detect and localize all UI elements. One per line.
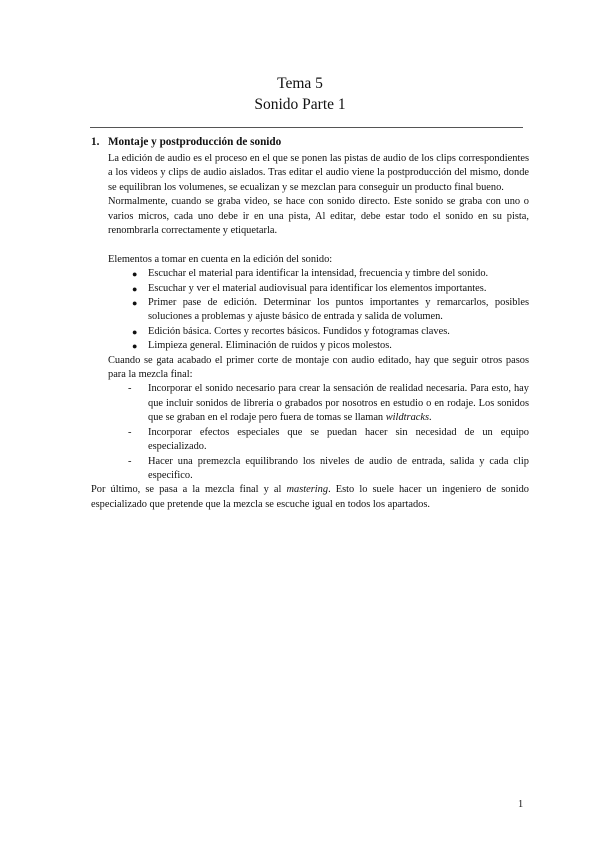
list-item — [132, 267, 529, 281]
list-item — [128, 426, 529, 455]
section-heading — [91, 135, 529, 150]
document-subtitle: Sonido Parte 1 — [254, 96, 346, 113]
list-item — [128, 382, 529, 425]
section-heading-text: Montaje y postproducción de sonido — [108, 136, 282, 148]
section-number: 1. — [91, 136, 100, 148]
dash-icon: - — [128, 455, 132, 467]
bullet-icon: ● — [132, 298, 138, 309]
list-item — [132, 325, 529, 339]
paragraph-mastering-emphasis: mastering — [286, 484, 329, 496]
bullet-icon: ● — [132, 341, 138, 352]
list-item — [132, 296, 529, 325]
paragraph-spacer — [108, 238, 529, 252]
section-body — [91, 152, 529, 483]
paragraph-intro: La edición de audio es el proceso en el que se ponen las pistas de audio de los clips correspondientes a los videos y clips de audio aislados. Tras editar el audio viene la postproducción del mismo, donde se equilibran los volumenes, se ecualizan y se mezclan para conseguir un producto final bueno. — [108, 153, 529, 193]
bullet-icon: ● — [132, 269, 138, 280]
bullet-list — [108, 267, 529, 353]
list-item-end: . — [429, 412, 432, 424]
list-item-text: Hacer una premezcla equilibrando los niveles de audio de entrada, salida y cada clip especifico. — [148, 455, 529, 481]
list-item-text: Limpieza general. Eliminación de ruidos y picos molestos. — [148, 340, 392, 352]
paragraph-mastering-end: . Esto lo suele hacer un ingeniero de sonido especializado que pretende que la mezcla se escuche igual en todos los apartados. — [91, 484, 529, 510]
list-item-emphasis: wildtracks — [385, 412, 430, 424]
bullet-icon: ● — [132, 283, 138, 294]
bullet-icon: ● — [132, 326, 138, 337]
list-item-text: Edición básica. Cortes y recortes básicos. Fundidos y fotogramas claves. — [148, 325, 450, 337]
list-item-text: Incorporar efectos especiales que se puedan hacer sin necesidad de un equipo especializado. — [148, 426, 529, 453]
list-item — [128, 455, 529, 484]
title-divider — [90, 127, 523, 128]
page-number: 1 — [518, 799, 524, 810]
paragraph-final-mix-intro: Cuando se gata acabado el primer corte de montaje con audio editado, hay que seguir otros pasos para la mezcla final: — [108, 354, 529, 381]
dash-icon: - — [128, 426, 132, 438]
list-item — [132, 282, 529, 296]
document-body — [91, 135, 529, 512]
dash-icon: - — [128, 383, 132, 395]
paragraph-mastering — [91, 483, 529, 512]
list-item — [132, 339, 529, 353]
dash-list — [108, 382, 529, 483]
paragraph-mastering-start: Por último, se pasa a la mezcla final y al — [91, 484, 287, 496]
document-title: Tema 5 — [277, 75, 323, 92]
list-item-text: Incorporar el sonido necesario para crear la sensación de realidad necesaria. Para esto, hay que incluir sonidos de libreria o grabados por nosotros en estudio o en rodaje. Los sonidos que se graban en el rodaje pero fuera de tomas se llaman — [148, 383, 529, 424]
list-item-text: Primer pase de edición. Determinar los puntos importantes y remarcarlos, posibles soluciones a problemas y ajuste básico de entrada y salida de volumen. — [148, 297, 529, 323]
paragraph-direct-sound: Normalmente, cuando se graba video, se hace con sonido directo. Este sonido se graba con uno o varios micros, cada uno debe ir en una pista, Al editar, debe estar todo el sonido en su pista, renombrarla correctamente y etiquetarla. — [108, 196, 529, 237]
paragraph-list-intro: Elementos a tomar en cuenta en la edición del sonido: — [108, 253, 333, 265]
list-item-text: Escuchar y ver el material audiovisual para identificar los elementos importantes. — [148, 282, 487, 294]
list-item-text: Escuchar el material para identificar la intensidad, frecuencia y timbre del sonido. — [148, 268, 489, 280]
